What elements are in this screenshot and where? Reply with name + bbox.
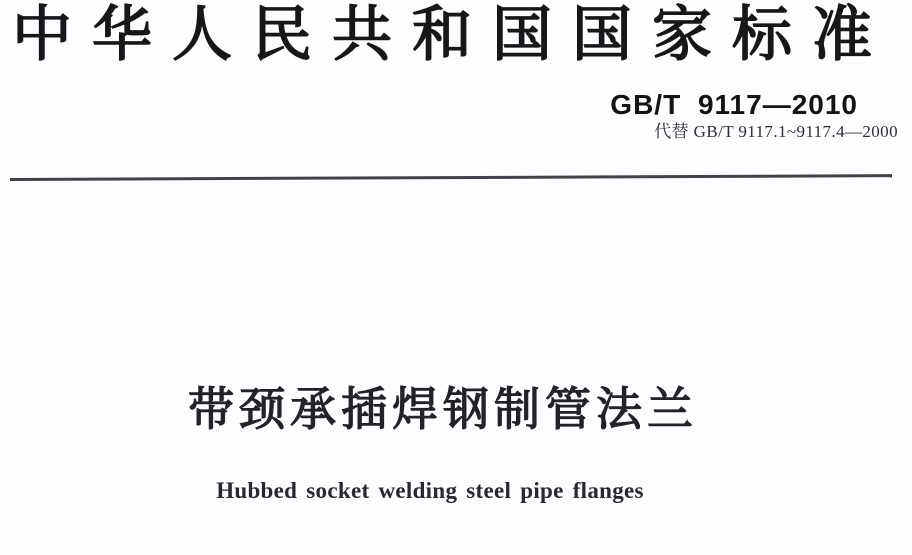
document-title-english: Hubbed socket welding steel pipe flanges: [216, 478, 644, 503]
document-title-chinese: 带颈承插焊钢制管法兰: [188, 383, 698, 435]
standard-code: GB/T 9117—2010: [610, 89, 858, 120]
standard-code-block: [610, 90, 898, 141]
header-divider-rule: [10, 174, 892, 181]
replaces-note: 代替 GB/T 9117.1~9117.4—2000: [654, 122, 898, 141]
national-standard-heading: 中华人民共和国国家标准: [12, 2, 884, 68]
